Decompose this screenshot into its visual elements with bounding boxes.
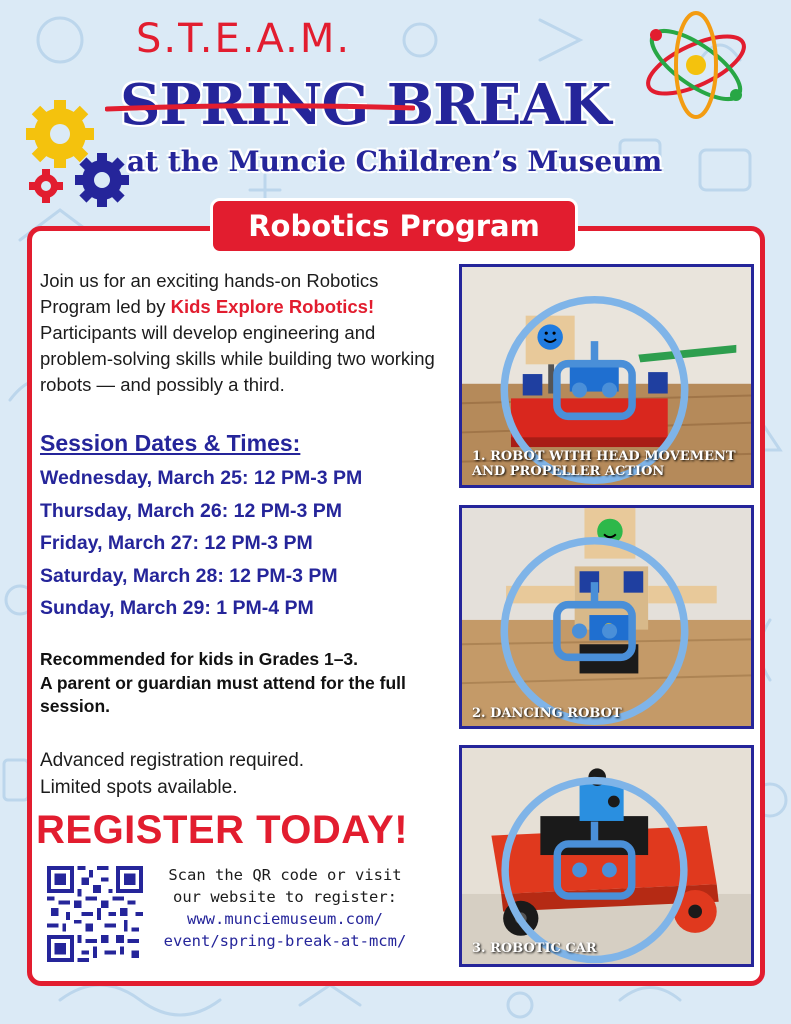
session-date-item: Saturday, March 28: 12 PM-3 PM (40, 564, 338, 587)
photo-caption: 1. ROBOT WITH HEAD MOVEMENT AND PROPELLER ACTION (472, 449, 736, 479)
photo-caption: 3. ROBOTIC CAR (472, 941, 597, 956)
robot-photo-dancing (459, 505, 754, 729)
robot-photo-head-movement (459, 264, 754, 488)
website-link-line-2[interactable]: event/spring-break-at-mcm/ (163, 932, 407, 950)
break-word: BREAK (386, 72, 611, 138)
session-date-item: Thursday, March 26: 12 PM-3 PM (40, 499, 342, 522)
qr-line-1: Scan the QR code or visit (168, 866, 402, 884)
session-date-item: Friday, March 27: 12 PM-3 PM (40, 532, 313, 554)
grade-recommendation: Recommended for kids in Grades 1–3. (40, 649, 359, 669)
session-date-item: Sunday, March 29: 1 PM-4 PM (40, 597, 314, 619)
qr-instructions (150, 864, 420, 952)
steam-heading: S.T.E.A.M. (136, 16, 352, 62)
strike-through-line (105, 103, 415, 113)
intro-paragraph (40, 268, 450, 398)
intro-text-2: Participants will develop engineering and problem-solving skills while building two working robots — and possibly a third. (40, 322, 435, 395)
kids-explore-logo-icon (459, 762, 739, 967)
guardian-requirement: A parent or guardian must attend for the full session. (40, 672, 406, 716)
kids-explore-robotics-highlight: Kids Explore Robotics! (170, 296, 375, 317)
museum-subtitle: at the Muncie Children’s Museum (127, 145, 663, 178)
session-dates-heading: Session Dates & Times: (40, 430, 301, 456)
qr-code[interactable] (47, 866, 143, 962)
gears-icon (22, 100, 138, 210)
registration-note (40, 747, 440, 801)
website-link-line-1[interactable]: www.munciemuseum.com/ (187, 910, 383, 928)
advanced-registration-text: Advanced registration required. (40, 750, 305, 771)
program-banner: Robotics Program (210, 198, 578, 254)
session-date-item: Wednesday, March 25: 12 PM-3 PM (40, 467, 363, 489)
photo-caption: 2. DANCING ROBOT (472, 706, 622, 721)
spring-word: SPRING (120, 72, 369, 138)
recommendation-text (40, 648, 460, 719)
atom-icon (636, 10, 756, 120)
limited-spots-text: Limited spots available. (40, 777, 238, 798)
robot-photo-car (459, 745, 754, 967)
register-today-heading: REGISTER TODAY! (36, 808, 409, 852)
kids-explore-logo-icon (459, 522, 739, 729)
qr-line-2: our website to register: (173, 888, 397, 906)
session-dates-list (40, 462, 440, 625)
intro-text-1: Join us for an exciting hands-on Robotics Program led by (40, 270, 379, 317)
